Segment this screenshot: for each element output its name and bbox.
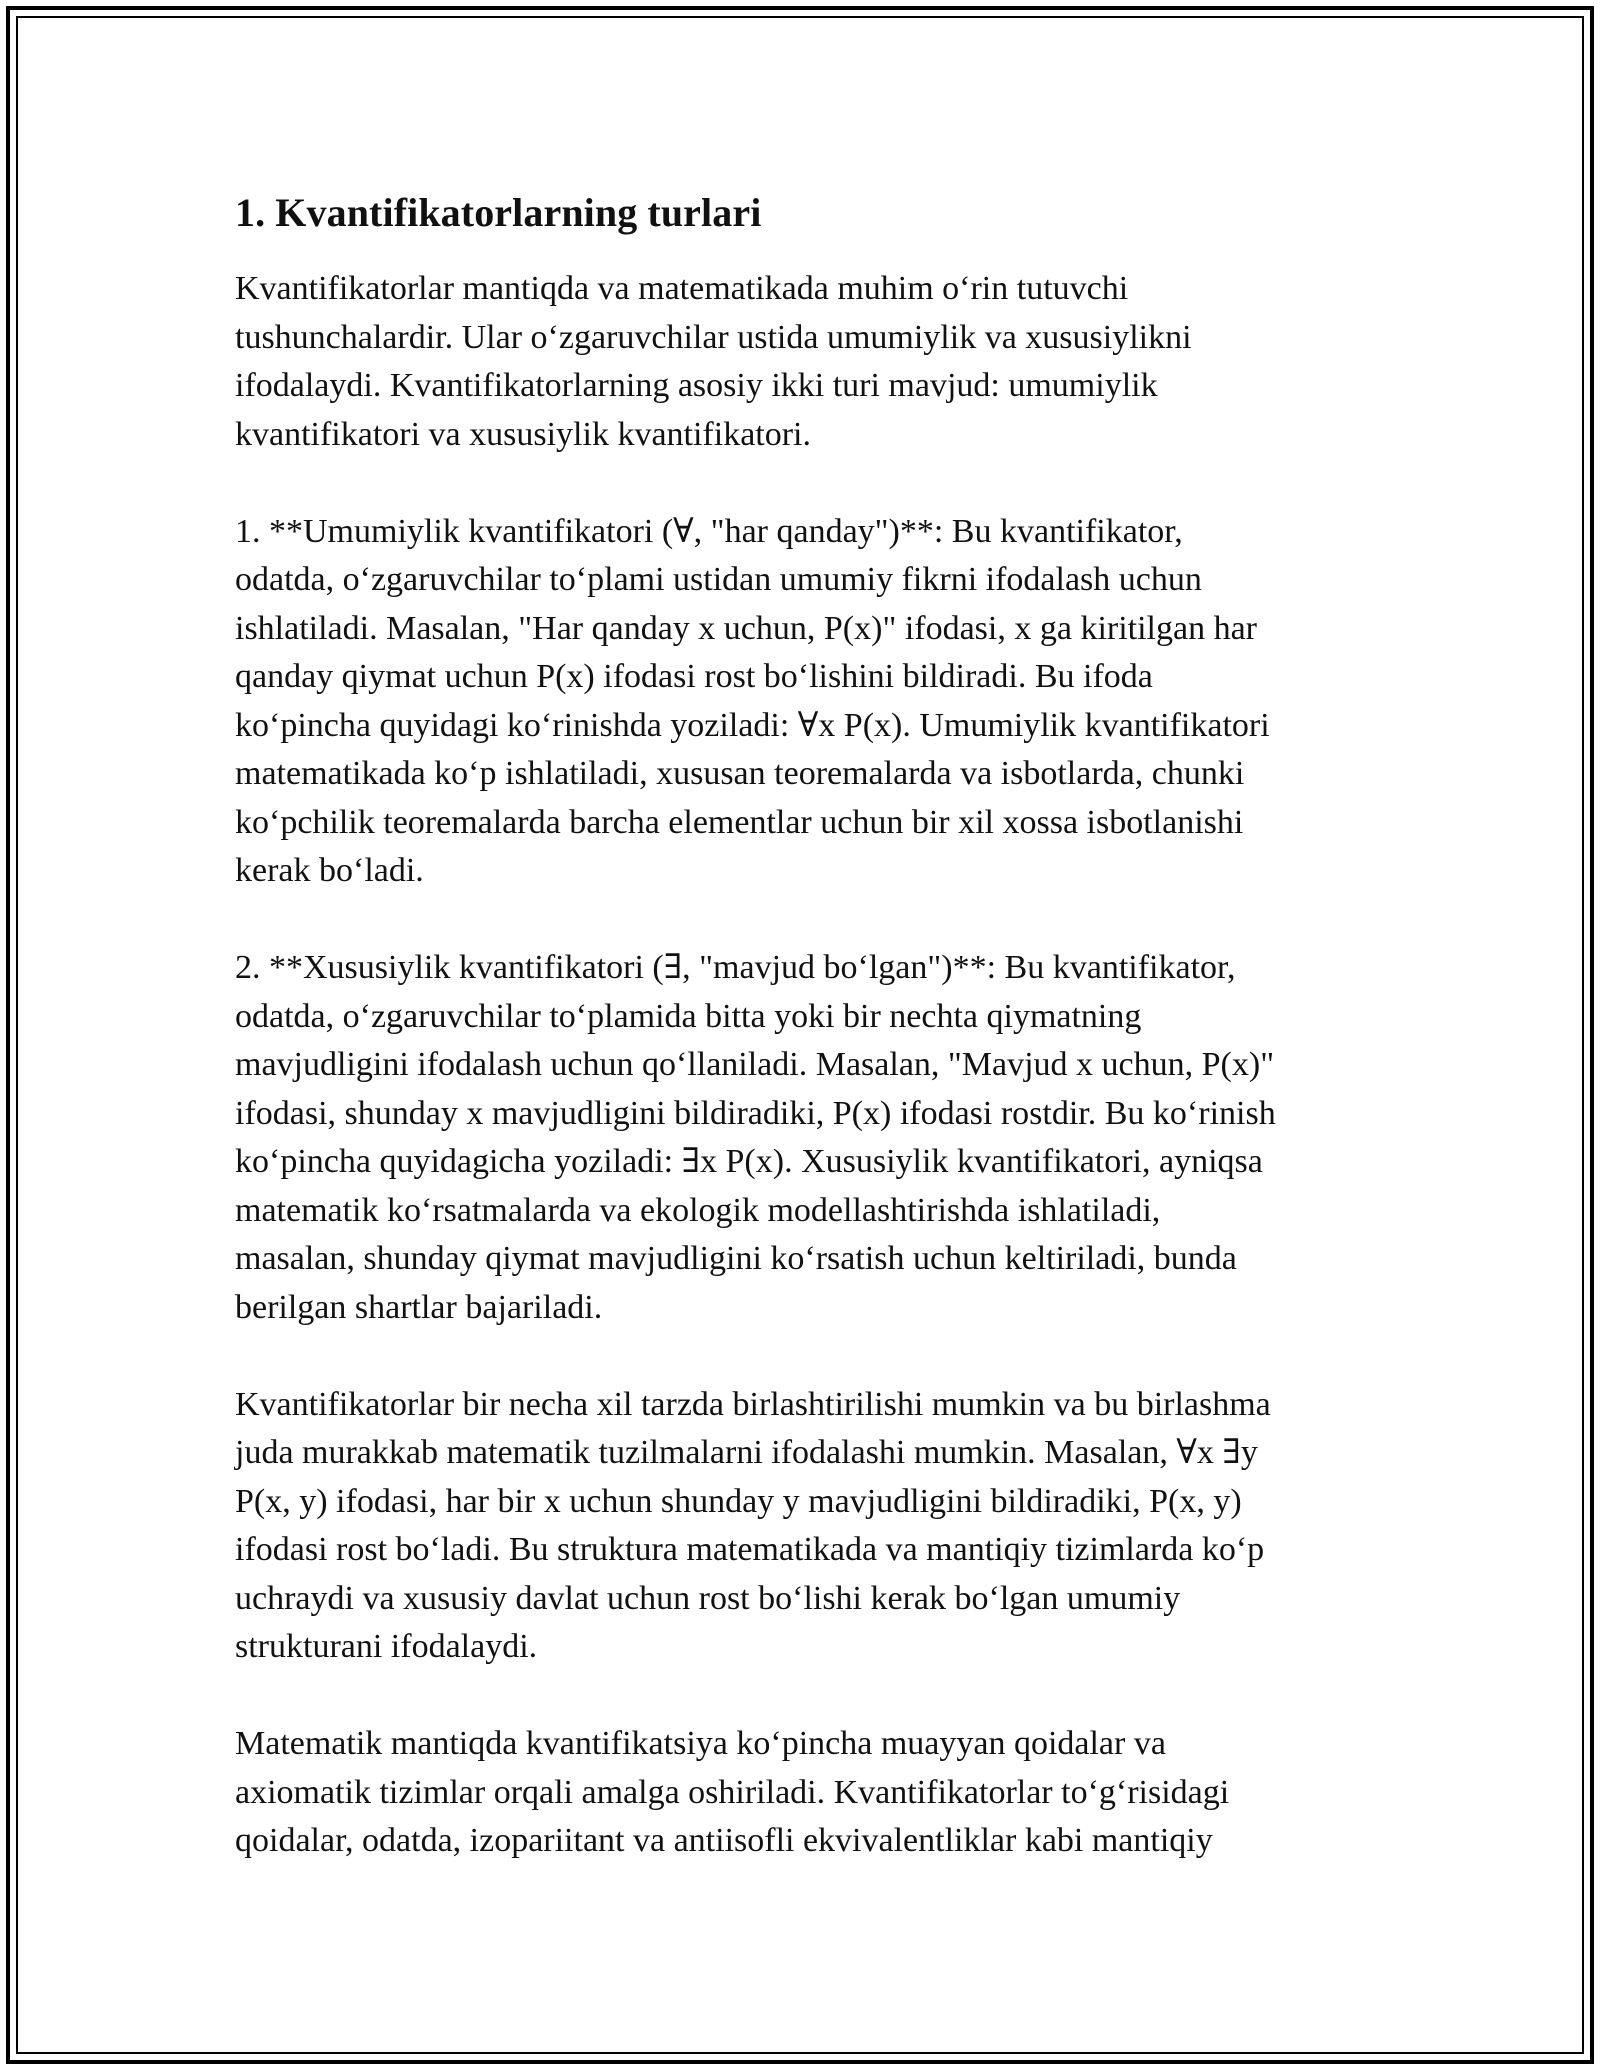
- document-body: [235, 185, 1370, 1866]
- paragraph-intro: Kvantifikatorlar mantiqda va matematikada muhim oʻrin tutuvchi tushunchalardir. Ular oʻzgaruvchilar ustida umumiylik va xususiylikni ifodalaydi. Kvantifikatorlarning asosiy ikki turi mavjud: umumiylik kvantifikatori va xususiylik kvantifikatori.: [235, 270, 1192, 453]
- paragraph-universal-quantifier: 1. **Umumiylik kvantifikatori (∀, "har qanday")**: Bu kvantifikator, odatda, oʻzgaruvchilar toʻplami ustidan umumiy fikrni ifodalash uchun ishlatiladi. Masalan, "Har qanday x uchun, P(x)" ifodasi, x ga kiritilgan har qanday qiymat uchun P(x) ifodasi rost boʻlishini bildiradi. Bu ifoda koʻpincha quyidagi koʻrinishda yoziladi: ∀x P(x). Umumiylik kvantifikatori matematikada koʻp ishlatiladi, xususan teoremalarda va isbotlarda, chunki koʻpchilik teoremalarda barcha elementlar uchun bir xil xossa isbotlanishi kerak boʻladi.: [235, 512, 1270, 889]
- paragraph-combined-quantifiers: Kvantifikatorlar bir necha xil tarzda birlashtirilishi mumkin va bu birlashma juda murakkab matematik tuzilmalarni ifodalashi mumkin. Masalan, ∀x ∃y P(x, y) ifodasi, har bir x uchun shunday y mavjudligini bildiradiki, P(x, y) ifodasi rost boʻladi. Bu struktura matematikada va mantiqiy tizimlarda koʻp uchraydi va xususiy davlat uchun rost boʻlishi kerak boʻlgan umumiy strukturani ifodalaydi.: [235, 1385, 1271, 1665]
- paragraph-quantification-rules: Matematik mantiqda kvantifikatsiya koʻpincha muayyan qoidalar va axiomatik tizimlar orqali amalga oshiriladi. Kvantifikatorlar toʻgʻrisidagi qoidalar, odatda, izopariitant va antiisofli ekvivalentliklar kabi mantiqiy: [235, 1725, 1230, 1859]
- paragraph-existential-quantifier: 2. **Xususiylik kvantifikatori (∃, "mavjud boʻlgan")**: Bu kvantifikator, odatda, oʻzgaruvchilar toʻplamida bitta yoki bir nechta qiymatning mavjudligini ifodalash uchun qoʻllaniladi. Masalan, "Mavjud x uchun, P(x)" ifodasi, shunday x mavjudligini bildiradiki, P(x) ifodasi rostdir. Bu koʻrinish koʻpincha quyidagicha yoziladi: ∃x P(x). Xususiylik kvantifikatori, ayniqsa matematik koʻrsatmalarda va ekologik modellashtirishda ishlatiladi, masalan, shunday qiymat mavjudligini koʻrsatish uchun keltiriladi, bunda berilgan shartlar bajariladi.: [235, 949, 1276, 1326]
- section-heading: 1. Kvantifikatorlarning turlari: [235, 190, 762, 235]
